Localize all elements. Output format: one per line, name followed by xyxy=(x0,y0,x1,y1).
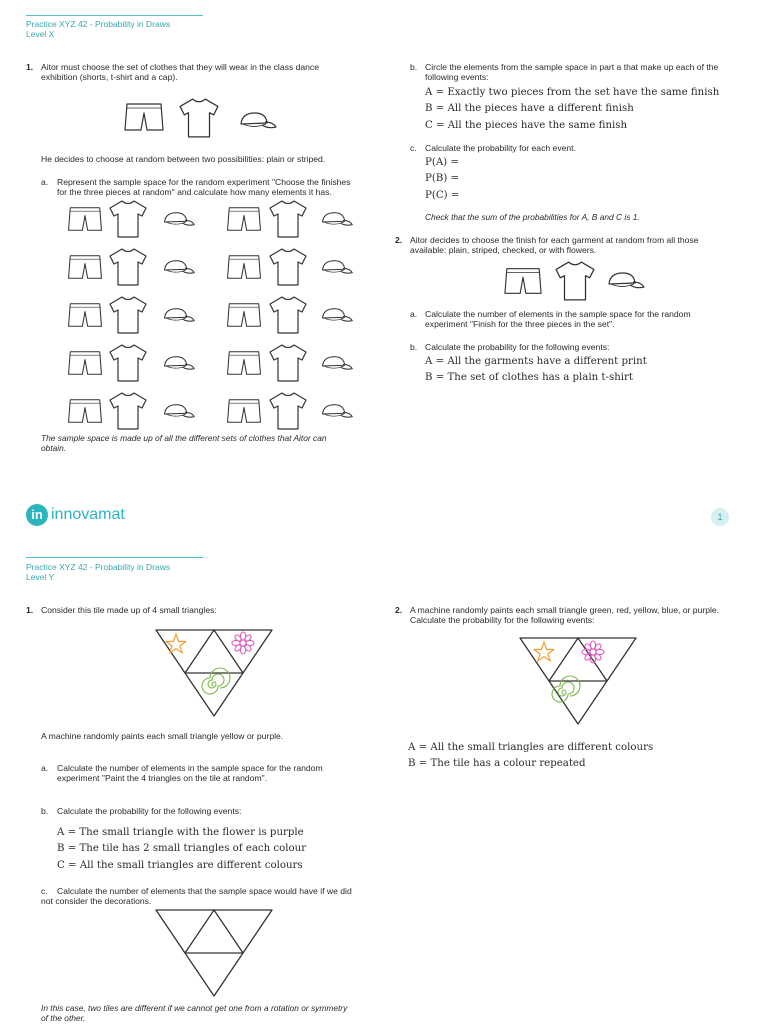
cap-icon xyxy=(320,306,354,325)
paragraph: A machine randomly paints each small triangle yellow or purple. xyxy=(41,731,284,741)
event-item: B = All the pieces have a different finish xyxy=(425,103,634,115)
cap-icon xyxy=(162,402,196,421)
part-label: a. xyxy=(41,177,49,187)
worksheet-level: Level X xyxy=(26,29,55,39)
paragraph: He decides to choose at random between two possibilities: plain or striped. xyxy=(41,154,326,164)
cap-icon xyxy=(320,354,354,373)
cap-icon xyxy=(320,258,354,277)
tshirt-icon xyxy=(268,246,308,288)
part-text: following events: xyxy=(425,72,489,82)
blank-triangle-tile xyxy=(152,906,276,1000)
worksheet-level: Level Y xyxy=(26,572,55,582)
part-text: experiment "Finish for the three pieces in the set". xyxy=(425,319,615,329)
shorts-icon xyxy=(226,254,262,280)
part-text: experiment "Paint the 4 triangles on the tile at random". xyxy=(57,773,268,783)
cap-icon xyxy=(162,210,196,229)
header-rule-bottom xyxy=(26,557,203,558)
tshirt-icon xyxy=(108,246,148,288)
event-item: A = The small triangle with the flower is purple xyxy=(57,827,304,838)
tshirt-icon xyxy=(268,294,308,336)
part-text: for the three pieces at random" and calculate how many elements it has. xyxy=(57,187,332,197)
cap-icon xyxy=(320,210,354,229)
question-number: 2. xyxy=(395,235,403,245)
tshirt-icon xyxy=(268,198,308,240)
shorts-icon xyxy=(226,398,262,424)
triangle-tile xyxy=(152,626,276,720)
page-number-badge: 1 xyxy=(711,508,729,526)
innovamat-logo-word: innovamat xyxy=(51,506,125,523)
cap-icon xyxy=(320,402,354,421)
event-item: A = Exactly two pieces from the set have the same finish xyxy=(425,87,720,98)
note-text: The sample space is made up of all the different sets of clothes that Aitor can xyxy=(41,433,327,443)
event-list xyxy=(57,825,306,874)
part-label: a. xyxy=(41,763,49,773)
shorts-icon xyxy=(67,302,103,328)
question-number: 2. xyxy=(395,605,403,615)
cap-icon xyxy=(162,258,196,277)
shorts-icon xyxy=(67,254,103,280)
part-text: Calculate the number of elements in the sample space for the random xyxy=(425,309,691,319)
part-label: a. xyxy=(410,309,418,319)
question-text: exhibition (shorts, t-shirt and a cap). xyxy=(41,72,178,82)
part-text: Calculate the probability for each event. xyxy=(425,143,576,153)
innovamat-logo-mark: in xyxy=(26,504,48,526)
probability-item: P(B) = xyxy=(425,173,460,185)
spiral-icon xyxy=(202,668,230,694)
shorts-icon xyxy=(67,206,103,232)
star-icon xyxy=(534,642,554,661)
shorts-icon xyxy=(226,350,262,376)
part-text: Calculate the probability for the following events: xyxy=(57,806,242,816)
probability-item: P(C) = xyxy=(425,189,460,201)
part-text: Calculate the number of elements in the sample space for the random xyxy=(57,763,323,773)
part-text: not consider the decorations. xyxy=(41,896,152,906)
part-text: Represent the sample space for the random experiment "Choose the finishes xyxy=(57,177,351,187)
header-rule-top xyxy=(26,15,203,16)
event-list xyxy=(408,740,653,773)
question-text: Calculate the probability for the following events: xyxy=(410,615,595,625)
tshirt-icon xyxy=(108,390,148,432)
cap-icon xyxy=(162,306,196,325)
worksheet-title: Practice XYZ 42 - Probability in Draws xyxy=(26,19,171,29)
tshirt-icon xyxy=(554,258,596,304)
tshirt-icon xyxy=(108,342,148,384)
worksheet-title: Practice XYZ 42 - Probability in Draws xyxy=(26,562,171,572)
question-text: available: plain, striped, checked, or with flowers. xyxy=(410,245,597,255)
part-text: Circle the elements from the sample space in part a that make up each of the xyxy=(425,62,719,72)
event-item: B = The set of clothes has a plain t-shirt xyxy=(425,372,633,384)
triangle-tile xyxy=(516,634,640,728)
question-text: Consider this tile made up of 4 small triangles: xyxy=(41,605,217,615)
cap-icon xyxy=(238,110,278,132)
question-text: A machine randomly paints each small triangle green, red, yellow, blue, or purple. xyxy=(410,605,720,615)
probability-list xyxy=(425,155,459,204)
probability-item: P(A) = xyxy=(425,157,459,168)
shorts-icon xyxy=(226,206,262,232)
event-list xyxy=(425,354,647,387)
question-text: Aitor must choose the set of clothes that they will wear in the class dance xyxy=(41,62,320,72)
shorts-icon xyxy=(67,398,103,424)
tshirt-icon xyxy=(268,342,308,384)
note-text: of the other. xyxy=(41,1013,86,1023)
question-text: Aitor decides to choose the finish for each garment at random from all those xyxy=(410,235,699,245)
shorts-icon xyxy=(67,350,103,376)
part-text: Calculate the number of elements that the sample space would have if we did xyxy=(57,886,352,896)
tshirt-icon xyxy=(268,390,308,432)
event-item: A = All the garments have a different print xyxy=(425,356,647,367)
part-label: b. xyxy=(41,806,49,816)
cap-icon xyxy=(162,354,196,373)
event-list xyxy=(425,85,719,134)
event-item: C = All the pieces have the same finish xyxy=(425,119,628,131)
flower-icon xyxy=(232,632,254,654)
question-number: 1. xyxy=(26,605,34,615)
part-label: b. xyxy=(410,342,418,352)
event-item: B = The tile has a colour repeated xyxy=(408,758,586,770)
event-item: C = All the small triangles are different colours xyxy=(57,859,303,871)
tshirt-icon xyxy=(108,294,148,336)
note-text: obtain. xyxy=(41,443,67,453)
tshirt-icon xyxy=(108,198,148,240)
part-label: b. xyxy=(410,62,418,72)
part-label: c. xyxy=(41,886,48,896)
note-text: In this case, two tiles are different if we cannot get one from a rotation or symmetry xyxy=(41,1003,348,1013)
shorts-icon xyxy=(124,100,164,134)
shorts-icon xyxy=(226,302,262,328)
question-number: 1. xyxy=(26,62,34,72)
event-item: A = All the small triangles are different colours xyxy=(408,742,654,753)
event-item: B = The tile has 2 small triangles of each colour xyxy=(57,843,307,855)
spiral-icon xyxy=(552,676,580,702)
cap-icon xyxy=(606,270,646,292)
shorts-icon xyxy=(504,265,542,297)
tshirt-icon xyxy=(178,96,220,140)
part-label: c. xyxy=(410,143,417,153)
part-text: Calculate the probability for the following events: xyxy=(425,342,610,352)
note-text: Check that the sum of the probabilities for A, B and C is 1. xyxy=(425,212,640,222)
